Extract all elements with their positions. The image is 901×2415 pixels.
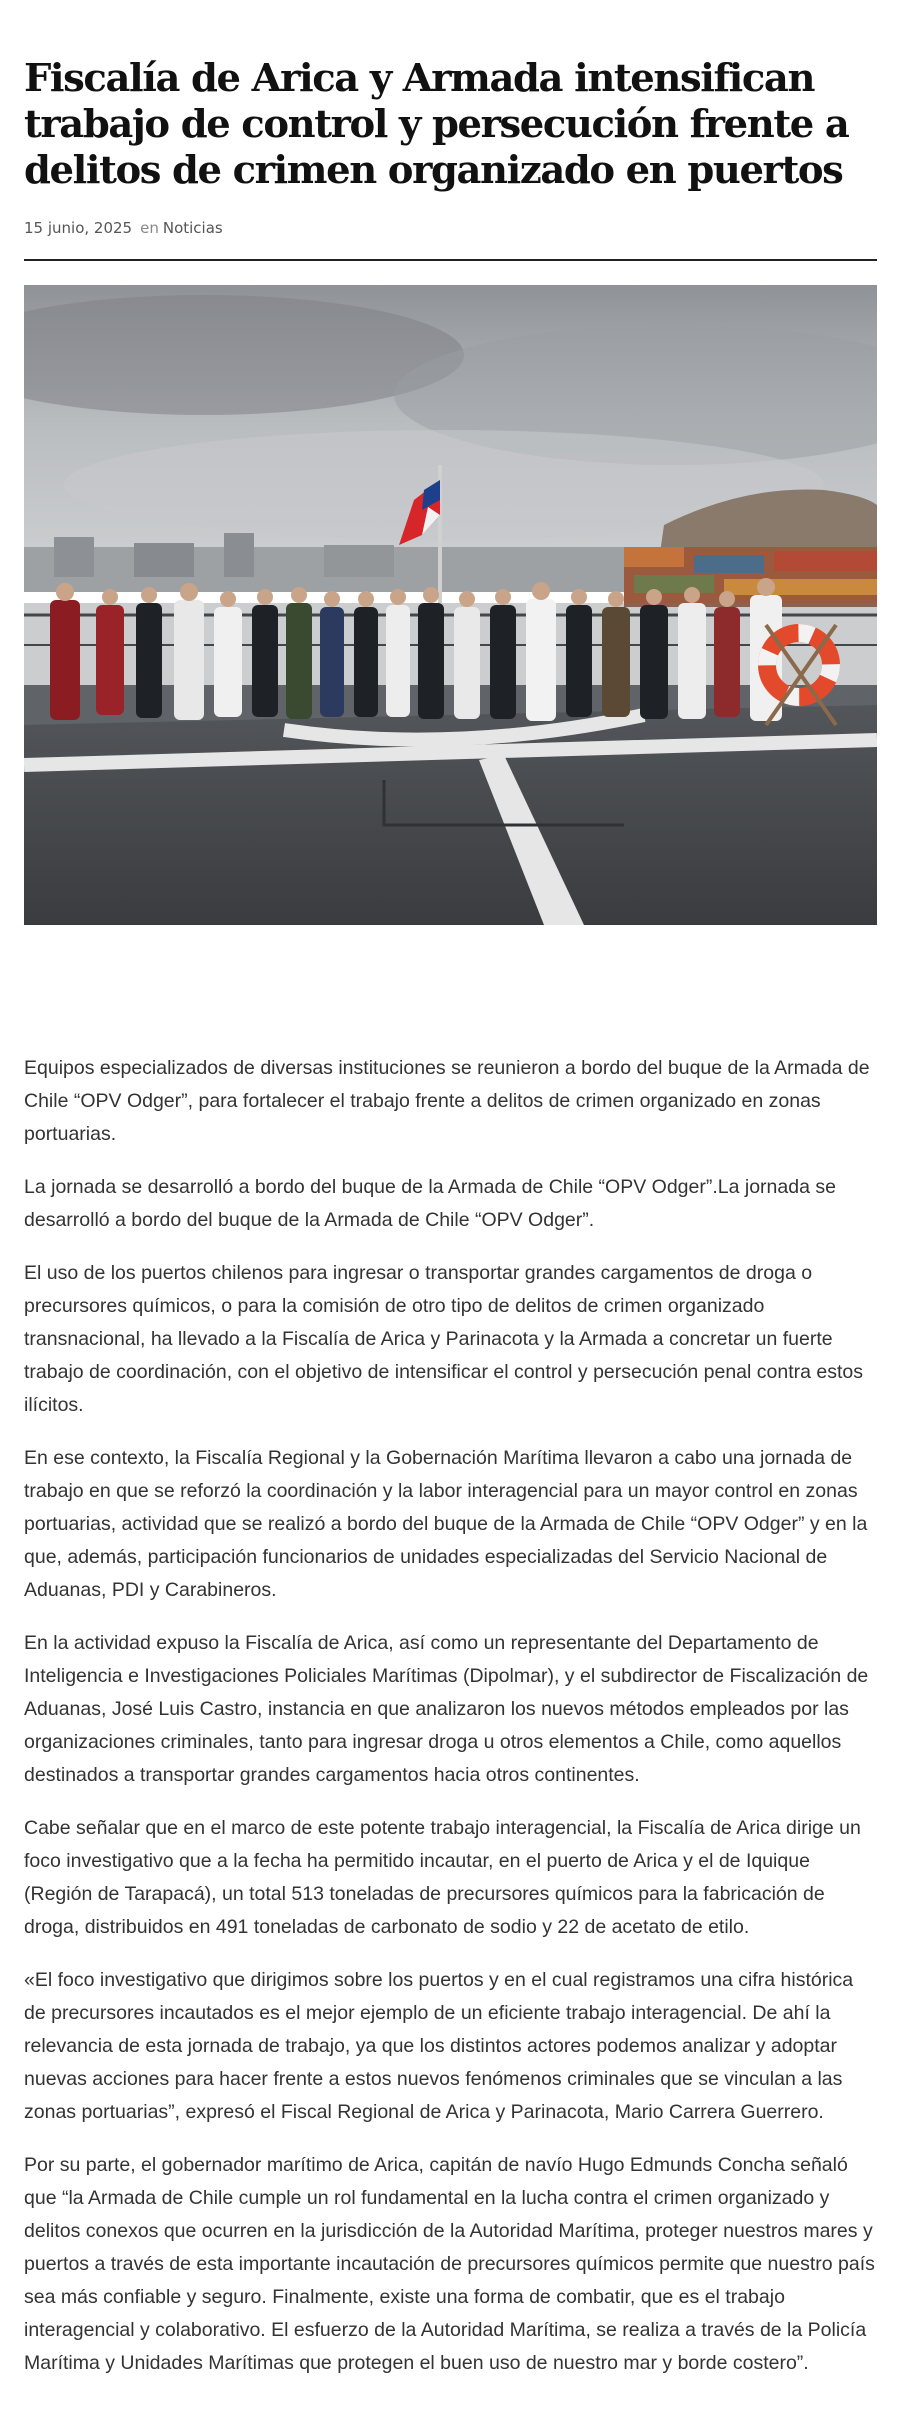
category-link[interactable]: Noticias xyxy=(162,219,223,237)
paragraph: La jornada se desarrolló a bordo del buque de la Armada de Chile “OPV Odger”.La jornada se desarrolló a bordo del buque de la Armada de Chile “OPV Odger”. xyxy=(24,1176,836,1231)
featured-image[interactable] xyxy=(24,285,877,925)
article-date[interactable]: 15 junio, 2025 xyxy=(24,219,133,237)
article-title: Fiscalía de Arica y Armada intensifican trabajo de control y persecución frente a delitos de crimen organizado en puertos xyxy=(24,56,849,193)
photo-group-on-ship-deck-icon xyxy=(24,285,877,925)
paragraph: «El foco investigativo que dirigimos sobre los puertos y en el cual registramos una cifra histórica de precursores incautados es el mejor ejemplo de un eficiente trabajo interagencial. De ahí la relevancia de esta jornada de trabajo, ya que los distintos actores podemos analizar y adoptar nuevas acciones para hacer frente a estos nuevos fenómenos criminales que se vinculan a las zonas portuarias”, expresó el Fiscal Regional de Arica y Parinacota, Mario Carrera Guerrero. xyxy=(24,1969,854,2123)
title-divider xyxy=(24,259,877,261)
article-body xyxy=(24,1052,877,2380)
article-meta xyxy=(24,218,877,238)
paragraph: En ese contexto, la Fiscalía Regional y la Gobernación Marítima llevaron a cabo una jornada de trabajo en que se reforzó la coordinación y la labor interagencial para un mayor control en zonas portuarias, actividad que se realizó a bordo del buque de la Armada de Chile “OPV Odger” y en la que, además, participación funcionarios de unidades especializadas del Servicio Nacional de Aduanas, PDI y Carabineros. xyxy=(24,1447,868,1601)
paragraph: El uso de los puertos chilenos para ingresar o transportar grandes cargamentos de droga o precursores químicos, o para la comisión de otro tipo de delitos de crimen organizado transnacional, ha llevado a la Fiscalía de Arica y Parinacota y la Armada a concretar un fuerte trabajo de coordinación, con el objetivo de intensificar el control y persecución penal contra estos ilícitos. xyxy=(24,1262,863,1416)
paragraph: Por su parte, el gobernador marítimo de Arica, capitán de navío Hugo Edmunds Concha señaló que “la Armada de Chile cumple un rol fundamental en la lucha contra el crimen organizado y delitos conexos que ocurren en la jurisdicción de la Autoridad Marítima, proteger nuestros mares y puertos a través de esta importante incautación de precursores químicos permite que nuestro país sea más confiable y seguro. Finalmente, existe una forma de combatir, que es el trabajo interagencial y colaborativo. El esfuerzo de la Autoridad Marítima, se realiza a través de la Policía Marítima y Unidades Marítimas que protegen el buen uso de nuestro mar y borde costero”. xyxy=(24,2154,875,2374)
paragraph: Cabe señalar que en el marco de este potente trabajo interagencial, la Fiscalía de Arica dirige un foco investigativo que a la fecha ha permitido incautar, en el puerto de Arica y el de Iquique (Región de Tarapacá), un total 513 toneladas de precursores químicos para la fabricación de droga, distribuidos en 491 toneladas de carbonato de sodio y 22 de acetato de etilo. xyxy=(24,1817,861,1938)
paragraph: En la actividad expuso la Fiscalía de Arica, así como un representante del Departamento de Inteligencia e Investigaciones Policiales Marítimas (Dipolmar), y el subdirector de Fiscalización de Aduanas, José Luis Castro, instancia en que analizaron los nuevos métodos empleados por las organizaciones criminales, tanto para ingresar droga u otros elementos a Chile, como aquellos destinados a transportar grandes cargamentos hacia otros continentes. xyxy=(24,1632,869,1786)
article xyxy=(24,0,877,2400)
paragraph: Equipos especializados de diversas instituciones se reunieron a bordo del buque de la Armada de Chile “OPV Odger”, para fortalecer el trabajo frente a delitos de crimen organizado en zonas portuarias. xyxy=(24,1057,870,1145)
category-prefix: en xyxy=(140,219,159,237)
